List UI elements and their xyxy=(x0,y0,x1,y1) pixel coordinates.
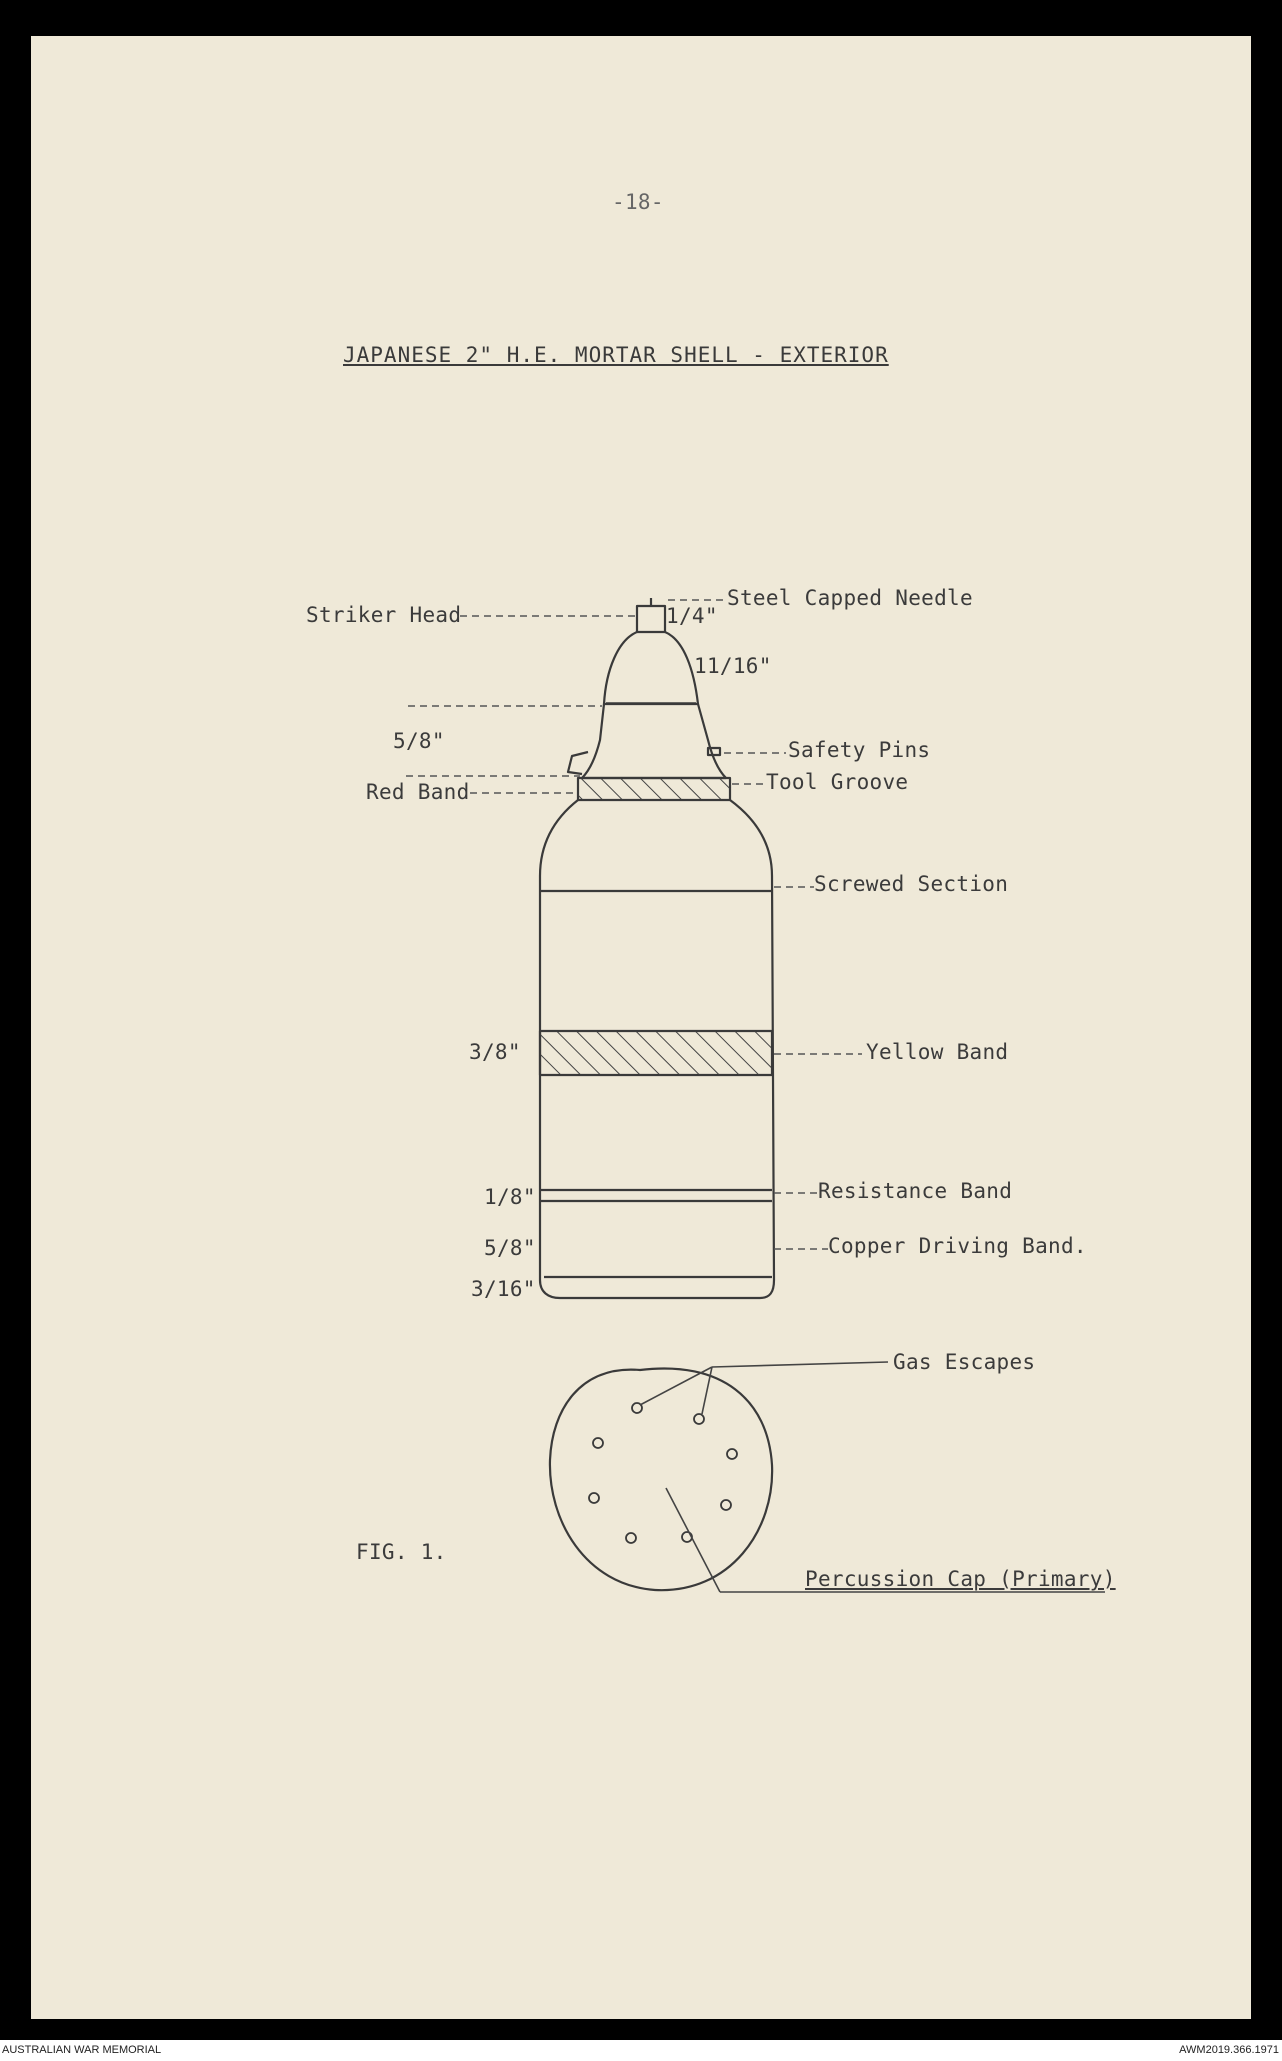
label-dim-five-eighths-bottom: 5/8" xyxy=(484,1236,536,1260)
red-band-shape xyxy=(578,778,730,800)
archive-footer xyxy=(0,2040,1282,2061)
label-copper-driving-band: Copper Driving Band. xyxy=(828,1234,1087,1258)
label-resistance-band: Resistance Band xyxy=(818,1179,1013,1203)
leader-lines xyxy=(406,600,862,1249)
label-dim-one-eighth: 1/8" xyxy=(484,1185,536,1209)
label-red-band: Red Band xyxy=(366,780,470,804)
yellow-band-shape xyxy=(540,1031,772,1075)
label-striker-head: Striker Head xyxy=(306,603,462,627)
shell-base-view xyxy=(550,1368,772,1590)
label-steel-capped-needle: Steel Capped Needle xyxy=(727,586,973,610)
base-leader-lines xyxy=(640,1362,1105,1592)
label-yellow-band: Yellow Band xyxy=(866,1040,1009,1064)
safety-pin-left xyxy=(568,752,588,774)
label-screwed-section: Screwed Section xyxy=(814,872,1009,896)
label-dim-three-eighths: 3/8" xyxy=(469,1040,521,1064)
archive-footer-left: AUSTRALIAN WAR MEMORIAL xyxy=(2,2044,162,2056)
label-percussion-cap: Percussion Cap (Primary) xyxy=(805,1567,1116,1591)
label-tool-groove: Tool Groove xyxy=(766,770,909,794)
page-number: -18- xyxy=(612,190,664,214)
figure-label: FIG. 1. xyxy=(356,1540,447,1564)
archive-footer-right: AWM2019.366.1971 xyxy=(1179,2044,1279,2056)
label-dim-three-sixteenths: 3/16" xyxy=(471,1277,536,1301)
label-safety-pins: Safety Pins xyxy=(788,738,931,762)
striker-head-shape xyxy=(604,632,698,704)
steel-capped-needle-shape xyxy=(637,606,665,632)
safety-pin-right xyxy=(708,748,720,755)
label-gas-escapes: Gas Escapes xyxy=(893,1350,1036,1374)
label-dim-eleven-sixteenths: 11/16" xyxy=(694,654,772,678)
label-dim-five-eighths-top: 5/8" xyxy=(393,729,445,753)
label-dim-quarter: 1/4" xyxy=(666,604,718,628)
fuze-body-shape xyxy=(582,704,726,778)
page-title: JAPANESE 2" H.E. MORTAR SHELL - EXTERIOR xyxy=(343,343,889,367)
gas-escape-holes xyxy=(589,1403,737,1543)
